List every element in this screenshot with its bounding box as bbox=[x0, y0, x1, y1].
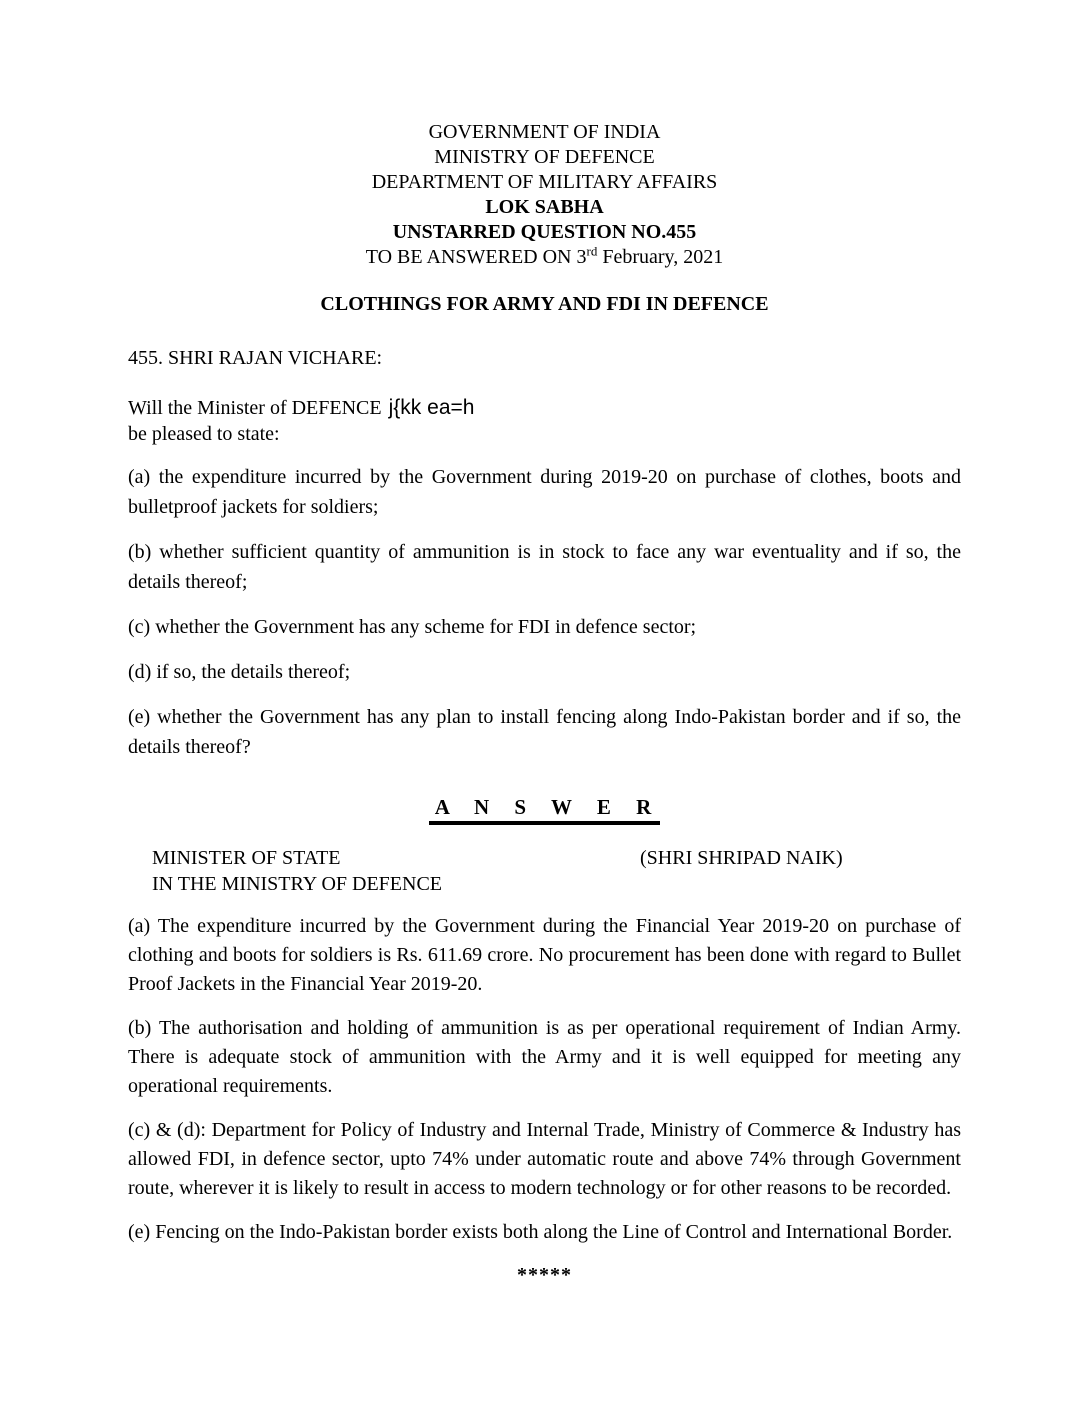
header-department: DEPARTMENT OF MILITARY AFFAIRS bbox=[371, 171, 718, 193]
minister-title: MINISTER OF STATE bbox=[152, 847, 341, 869]
question-intro-hindi-text: j{kk ea=h bbox=[388, 396, 475, 419]
answer-paragraph-e: (e) Fencing on the Indo-Pakistan border exists both along the Line of Control and International Border. bbox=[128, 1221, 953, 1243]
question-item-e: (e) whether the Government has any plan to install fencing along Indo-Pakistan border and if so, the details thereof? bbox=[128, 706, 961, 758]
footer-stars: ***** bbox=[517, 1264, 572, 1286]
question-intro-line2: be pleased to state: bbox=[128, 423, 280, 445]
answer-heading: A N S W E R bbox=[429, 795, 661, 825]
header-house: LOK SABHA bbox=[485, 196, 604, 218]
question-intro bbox=[128, 395, 961, 447]
answer-paragraph-a: (a) The expenditure incurred by the Government during the Financial Year 2019-20 on purchase of clothing and boots for soldiers is Rs. 611.69 crore. No procurement has been done with regard to Bullet Proof Jackets in the Financial Year 2019-20. bbox=[128, 915, 961, 995]
minister-name: (SHRI SHRIPAD NAIK) bbox=[640, 847, 843, 869]
answer-date-prefix: TO BE ANSWERED ON 3 bbox=[365, 246, 587, 268]
answer-date-ordinal: rd bbox=[586, 243, 598, 259]
minister-ministry: IN THE MINISTRY OF DEFENCE bbox=[152, 873, 443, 895]
header-question-no: UNSTARRED QUESTION NO.455 bbox=[392, 221, 697, 243]
document-header bbox=[128, 120, 961, 270]
question-intro-english: Will the Minister of DEFENCE bbox=[128, 397, 382, 419]
answer-heading-wrap bbox=[128, 795, 961, 825]
minister-block bbox=[152, 845, 961, 897]
answer-section bbox=[128, 795, 961, 1287]
question-item-d: (d) if so, the details thereof; bbox=[128, 661, 351, 683]
header-ministry: MINISTRY OF DEFENCE bbox=[434, 146, 655, 168]
answer-paragraph-cd: (c) & (d): Department for Policy of Industry and Internal Trade, Ministry of Commerce & Industry has allowed FDI, in defence sector, upto 74% under automatic route and above 74% through Government route, wherever it is likely to result in access to modern technology or for other reasons to be recorded. bbox=[128, 1119, 961, 1199]
header-government: GOVERNMENT OF INDIA bbox=[428, 121, 661, 143]
document-title: CLOTHINGS FOR ARMY AND FDI IN DEFENCE bbox=[320, 293, 769, 315]
question-item-c: (c) whether the Government has any scheme for FDI in defence sector; bbox=[128, 616, 697, 638]
answer-paragraph-b: (b) The authorisation and holding of ammunition is as per operational requirement of Indian Army. There is adequate stock of ammunition with the Army and it is well equipped for meeting any operational requirements. bbox=[128, 1017, 961, 1097]
question-item-a: (a) the expenditure incurred by the Government during 2019-20 on purchase of clothes, boots and bulletproof jackets for soldiers; bbox=[128, 466, 961, 518]
minister-title-line bbox=[152, 845, 961, 871]
question-asker: 455. SHRI RAJAN VICHARE: bbox=[128, 347, 383, 369]
question-section bbox=[128, 345, 961, 762]
header-answer-date bbox=[128, 245, 961, 270]
answer-date-suffix: February, 2021 bbox=[597, 246, 724, 268]
question-item-b: (b) whether sufficient quantity of ammunition is in stock to face any war eventuality and if so, the details thereof; bbox=[128, 541, 961, 593]
